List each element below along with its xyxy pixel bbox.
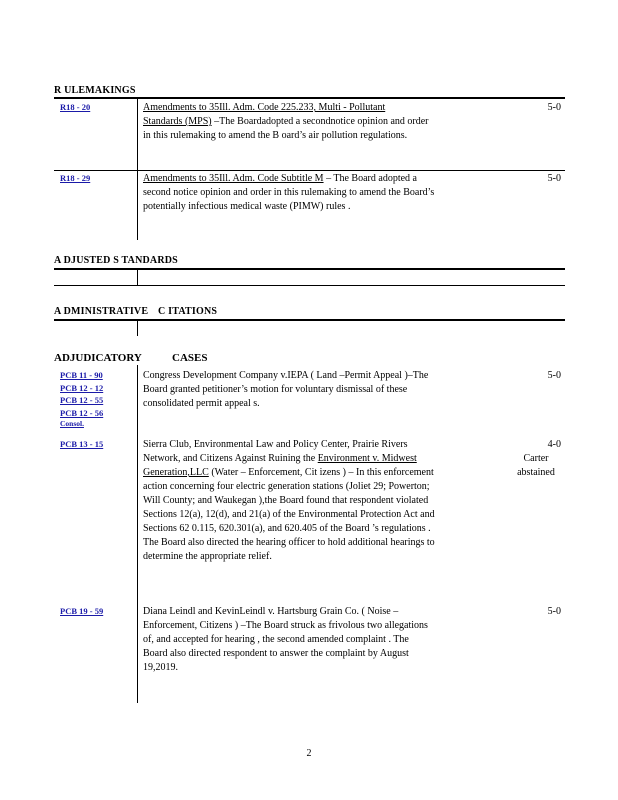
heading-part: CASES xyxy=(172,352,208,364)
heading-part: ADJUDICATORY xyxy=(54,352,142,364)
heading-part: A DMINISTRATIVE xyxy=(54,306,149,317)
docket-link-pcb-12-12[interactable]: PCB 12 - 12 xyxy=(60,382,104,393)
vote-value: 4-0 xyxy=(547,439,561,450)
vote-count: 5-0 xyxy=(547,173,561,184)
case-description xyxy=(143,438,435,564)
docket-link-pcb-13-15[interactable]: PCB 13 - 15 xyxy=(60,439,104,449)
rule-title-cont: Standards (MPS) xyxy=(143,116,212,127)
case-summary: (Water – Enforcement, Cit izens ) – In this enforcement action concerning four electric generation stations (Joliet 29; Powerton; Will County; and Waukegan ),the Board found that respondent violated Sections 12(a), 12(d), and 21(a) of the Environmental Protection Act and Sections 62 0.115, 620.301(a), and 620.405 of the Board ’s regulations . The Board also directed the hearing officer to hold additional hearings to determine the appropriate relief. xyxy=(143,467,435,562)
administrative-citations-heading xyxy=(54,306,218,317)
rule-title: Amendments to 35Ill. Adm. Code 225.233, Multi - Pollutant xyxy=(143,102,386,113)
column-divider xyxy=(137,170,138,240)
rulemakings-heading: R ULEMAKINGS xyxy=(54,85,136,96)
docket-links xyxy=(60,172,90,185)
case-caption: Environment v. Midwest Generation,LLC xyxy=(143,453,417,478)
docket-link-consol[interactable]: Consol. xyxy=(60,419,84,428)
page-number: 2 xyxy=(306,748,312,759)
docket-link-pcb-11-90[interactable]: PCB 11 - 90 xyxy=(60,370,103,380)
docket-link-r18-20[interactable]: R18 - 20 xyxy=(60,102,91,112)
docket-link-pcb-12-56[interactable]: PCB 12 - 56 xyxy=(60,407,104,418)
vote-note: Carter abstained xyxy=(517,453,555,478)
rulemaking-description xyxy=(143,101,435,143)
case-description: Diana Leindl and KevinLeindl v. Hartsburg Grain Co. ( Noise –Enforcement, Citizens ) –The Board struck as frivolous two allegations of, and accepted for hearing , the second amended complaint . The Board also directed respondent to answer the complaint by August 19,2019. xyxy=(143,606,428,673)
vote-count xyxy=(481,438,561,480)
heading-part: C ITATIONS xyxy=(158,306,218,317)
column-divider xyxy=(137,269,138,285)
rule-summary: adopted a second notice opinion and order in this rulemaking to amend the Board’s potentially infectious medical waste (PIMW) rules . xyxy=(143,173,435,212)
column-divider xyxy=(137,97,138,170)
docket-link-pcb-19-59[interactable]: PCB 19 - 59 xyxy=(60,606,104,616)
docket-links xyxy=(60,605,103,618)
case-description: Congress Development Company v.IEPA ( Land –Permit Appeal )–The Board granted petitioner’s motion for voluntary dismissal of these consolidated permit appeal s. xyxy=(143,370,429,409)
column-divider xyxy=(137,320,138,336)
rule-summary-start: – The Board xyxy=(323,173,376,184)
column-divider xyxy=(137,365,138,703)
adjusted-standards-rule xyxy=(54,268,565,270)
adjudicatory-cases-heading xyxy=(54,352,208,364)
docket-link-pcb-12-55[interactable]: PCB 12 - 55 xyxy=(60,395,104,405)
docket-links xyxy=(60,369,103,428)
row-divider xyxy=(54,170,565,171)
rule-summary-start: –The Boardadopted a secondnotice opinion xyxy=(211,116,388,127)
vote-value: 5-0 xyxy=(547,606,561,617)
vote-count xyxy=(481,369,561,383)
docket-link-r18-29[interactable]: R18 - 29 xyxy=(60,173,91,183)
docket-links xyxy=(60,101,90,114)
rulemakings-rule xyxy=(54,97,565,99)
vote-value: 5-0 xyxy=(547,370,561,381)
rule-title: Amendments to 35Ill. Adm. Code Subtitle M xyxy=(143,173,324,184)
rulemaking-description xyxy=(143,172,435,214)
docket-links xyxy=(60,438,103,451)
vote-count: 5-0 xyxy=(547,102,561,113)
administrative-citations-rule xyxy=(54,319,565,321)
row-divider xyxy=(54,285,565,286)
vote-count xyxy=(481,605,561,619)
rule-summary: and order in this rulemaking to amend the B oard’s air pollution regulations. xyxy=(143,116,429,141)
adjusted-standards-heading: A DJUSTED S TANDARDS xyxy=(54,255,178,266)
case-parties: Sierra Club, Environmental Law and Policy Center, Prairie Rivers Network, and Citizens Against Ruining the xyxy=(143,439,408,464)
